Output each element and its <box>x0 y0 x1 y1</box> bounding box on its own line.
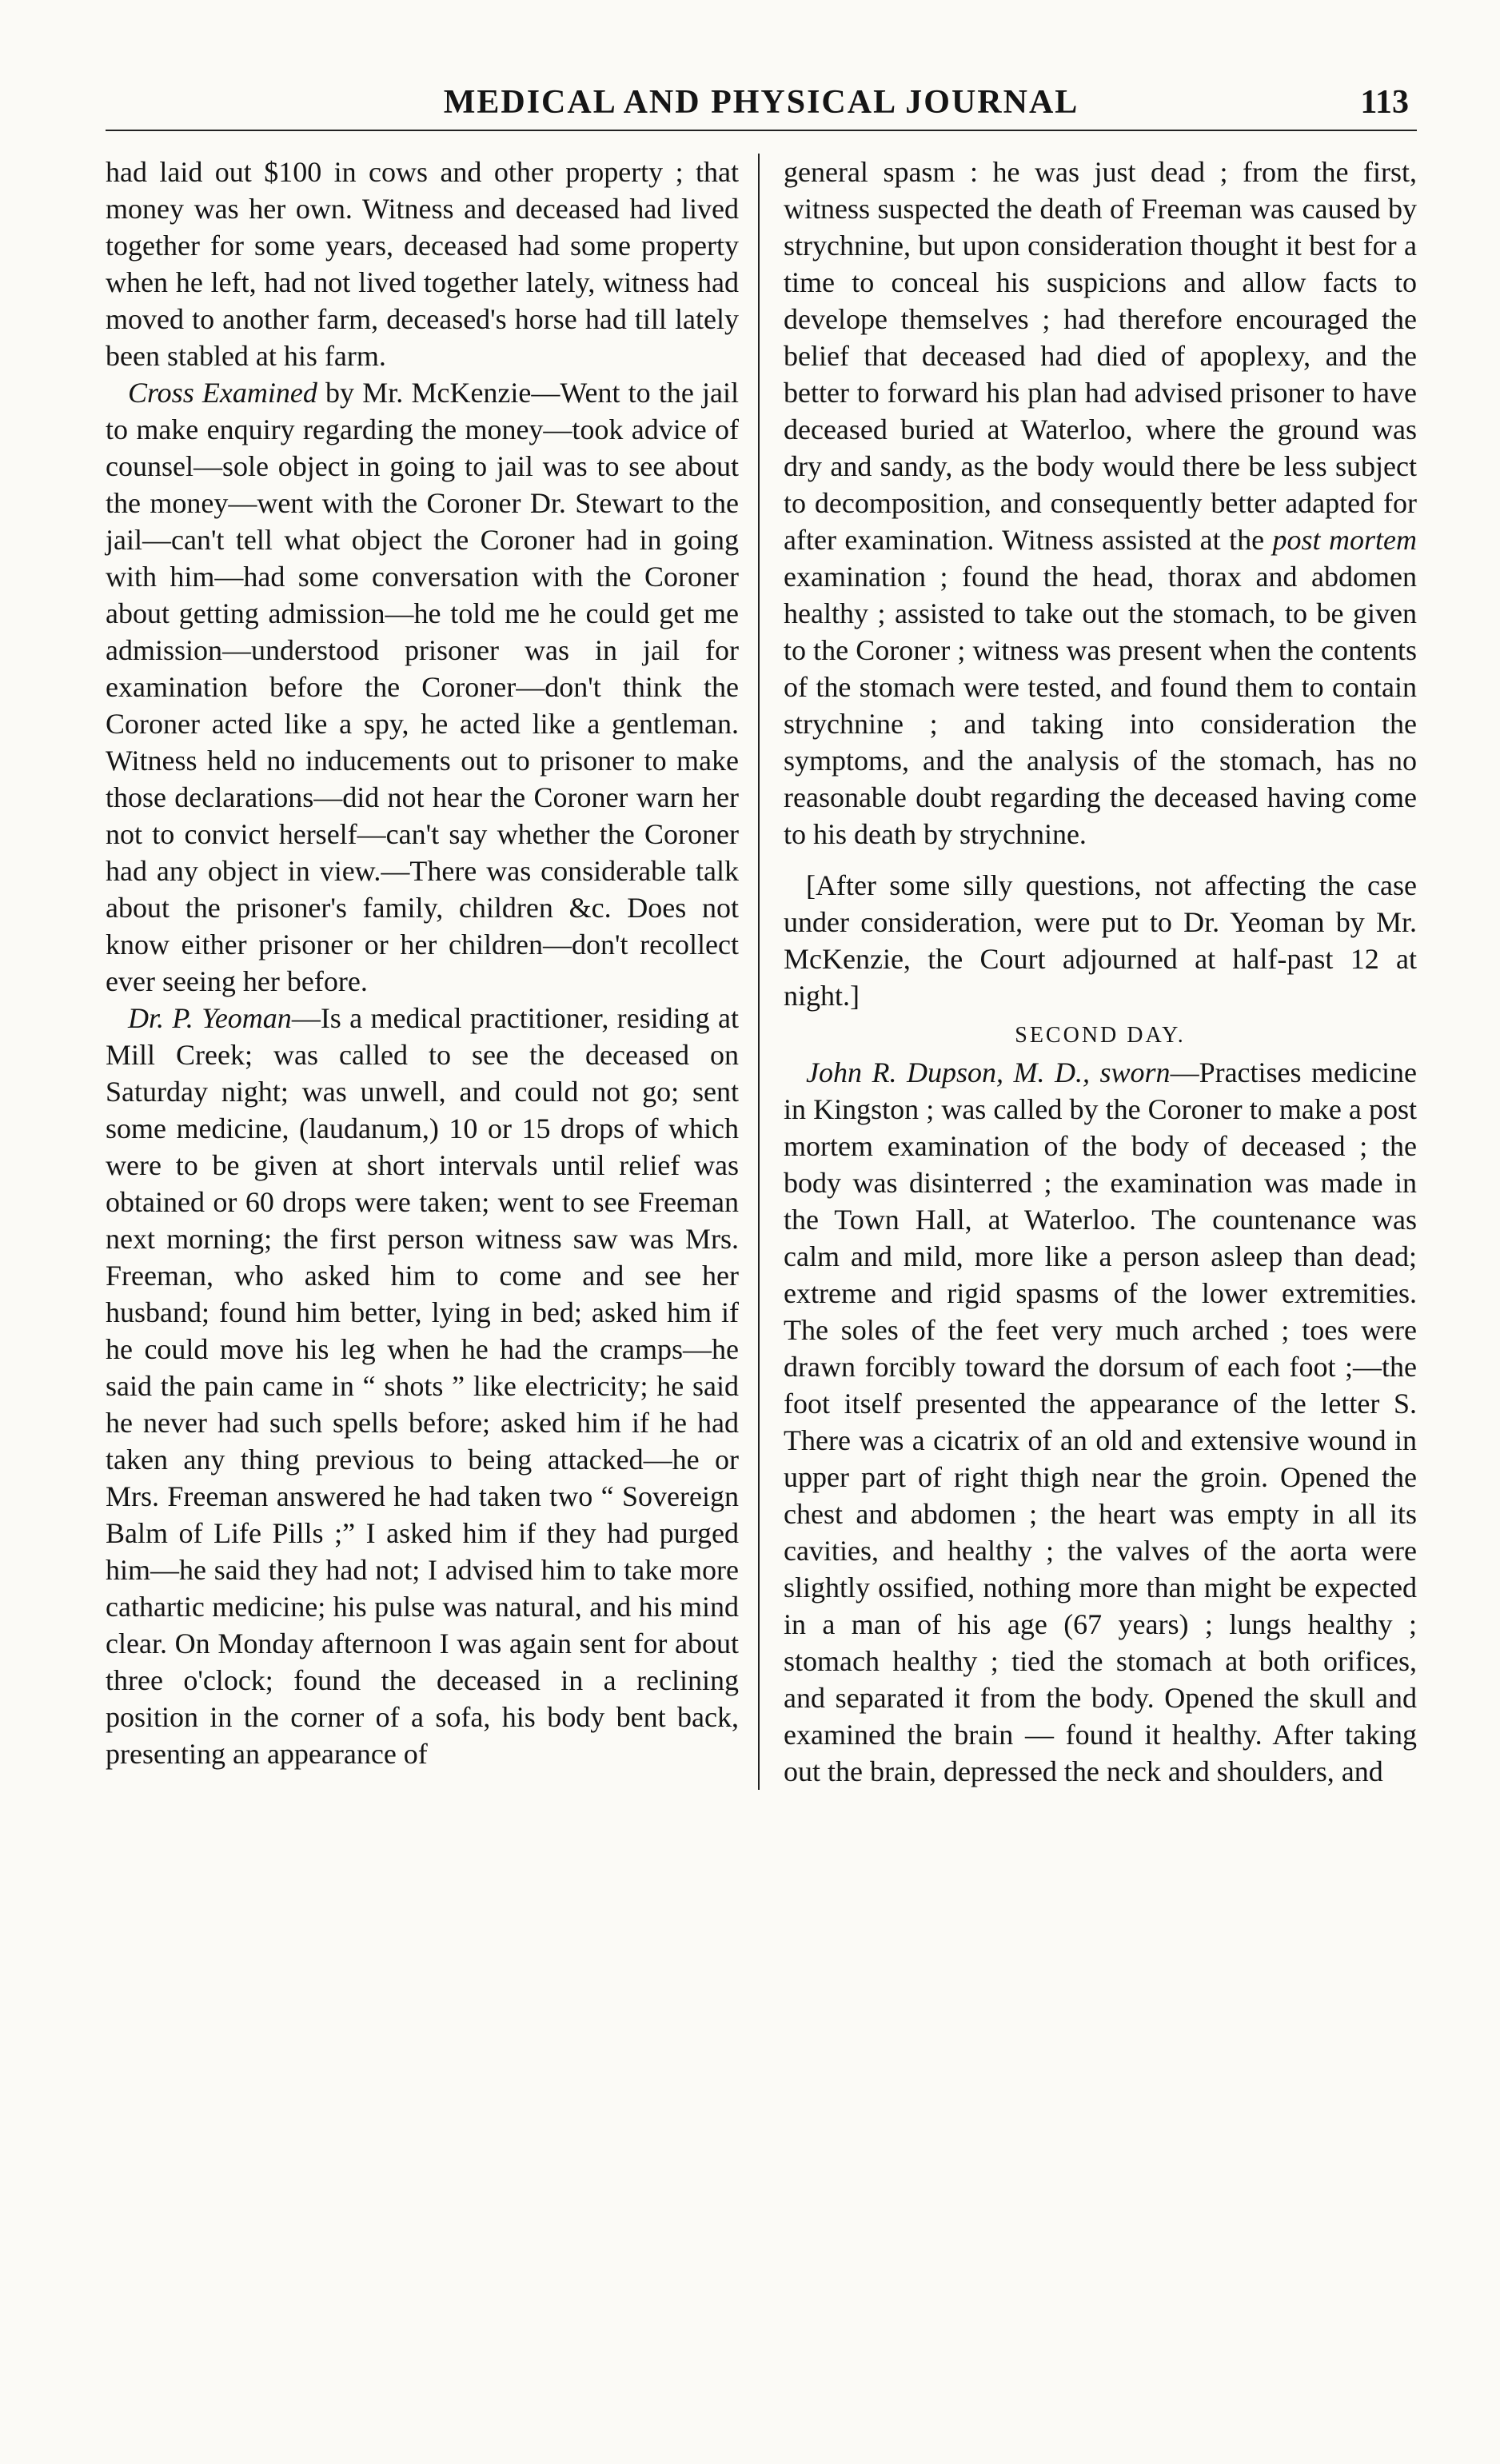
left-paragraph-cross-examined <box>106 374 739 1000</box>
two-column-body <box>106 154 1417 1790</box>
column-divider <box>758 154 760 1790</box>
right-paragraph-dupson <box>784 1054 1417 1790</box>
right-column <box>784 154 1417 1790</box>
section-heading-second-day: SECOND DAY. <box>1015 1023 1186 1048</box>
right-p1-text-a: general spasm : he was just dead ; from the first, witness suspected the death of Freeman was caused by strychnine, but upon consideration thought it best for a time to conceal his suspicions and allow facts to develope themselves ; had therefore encouraged the belief that deceased had died of apoplexy, and the better to forward his plan had advised prisoner to have deceased buried at Waterloo, where the ground was dry and sandy, as the body would there be less subject to decomposition, and consequently better adapted for after examination. Witness assisted at the <box>784 156 1417 556</box>
yeoman-lead: Dr. P. Yeoman <box>128 1002 292 1034</box>
right-p1-text-b: examination ; found the head, thorax and abdomen healthy ; assisted to take out the stomach, to be given to the Coroner ; witness was present when the contents of the stomach were tested, and found them to contain strychnine ; and taking into consideration the symptoms, and the analysis of the stomach, has no reasonable doubt regarding the deceased having come to his death by strychnine. <box>784 561 1417 850</box>
right-paragraph-1 <box>784 154 1417 853</box>
dupson-lead: John R. Dupson, M. D., sworn <box>806 1056 1171 1088</box>
page-number: 113 <box>1360 84 1409 121</box>
yeoman-text: —Is a medical practitioner, residing at Mill Creek; was called to see the deceased on Saturday night; was unwell, and could not go; sent some medicine, (laudanum,) 10 or 15 drops of which were to be given at short intervals until relief was obtained or 60 drops were taken; went to see Freeman next morning; the first person witness saw was Mrs. Freeman, who asked him to come and see her husband; found him better, lying in bed; asked him if he could move his leg when he had the cramps—he said the pain came in “ shots ” like electricity; he said he never had such spells before; asked him if he had taken any thing previous to being attacked—he or Mrs. Freeman answered he had taken two “ Sovereign Balm of Life Pills ;” I asked him if they had purged him—he said they had not; I advised him to take more cathartic medicine; his pulse was natural, and his mind clear. On Monday afternoon I was again sent for about three o'clock; found the deceased in a reclining position in the corner of a sofa, his body bent back, presenting an appearance of <box>106 1002 740 1770</box>
right-paragraph-adjourned: [After some silly questions, not affecting the case under consideration, were put to Dr. Yeoman by Mr. McKenzie, the Court adjourned at half-past 12 at night.] <box>784 869 1417 1012</box>
left-column <box>106 154 739 1790</box>
cross-examined-lead: Cross Examined <box>128 377 317 409</box>
left-paragraph-yeoman <box>106 1000 739 1772</box>
running-head <box>106 77 1417 139</box>
journal-title: MEDICAL AND PHYSICAL JOURNAL <box>443 84 1079 121</box>
left-paragraph-1: had laid out $100 in cows and other property ; that money was her own. Witness and deceased had lived together for some years, deceased had some property when he left, had not lived together lately, witness had moved to another farm, deceased's horse had till lately been stabled at his farm. <box>106 156 739 372</box>
post-mortem-italic: post mortem <box>1272 524 1417 556</box>
cross-examined-text: by Mr. McKenzie—Went to the jail to make enquiry regarding the money—took advice of counsel—sole object in going to jail was to see about the money—went with the Coroner Dr. Stewart to the jail—can't tell what object the Coroner had in going with him—had some conversation with the Coroner about getting admission—he told me he could get me admission—understood prisoner was in jail for examination before the Coroner—don't think the Coroner acted like a spy, he acted like a gentleman. Witness held no inducements out to prisoner to make those declarations—did not hear the Coroner warn her not to convict herself—can't say whether the Coroner had any object in view.—There was considerable talk about the prisoner's family, children &c. Does not know either prisoner or her children—don't recollect ever seeing her before. <box>106 377 740 997</box>
journal-page <box>106 77 1417 2428</box>
dupson-text: —Practises medicine in Kingston ; was called by the Coroner to make a post mortem examination of the body of deceased ; the body was disinterred ; the examination was made in the Town Hall, at Waterloo. The countenance was calm and mild, more like a person asleep than dead; extreme and rigid spasms of the lower extremities. The soles of the feet very much arched ; toes were drawn forcibly toward the dorsum of each foot ;—the foot itself presented the appearance of the letter S. There was a cicatrix of an old and extensive wound in upper part of right thigh near the groin. Opened the chest and abdomen ; the heart was empty in all its cavities, and healthy ; the valves of the aorta were slightly ossified, nothing more than might be expected in a man of his age (67 years) ; lungs healthy ; stomach healthy ; tied the stomach at both orifices, and separated it from the body. Opened the skull and examined the brain — found it healthy. After taking out the brain, depressed the neck and shoulders, and <box>784 1056 1417 1787</box>
header-rule <box>106 130 1417 131</box>
